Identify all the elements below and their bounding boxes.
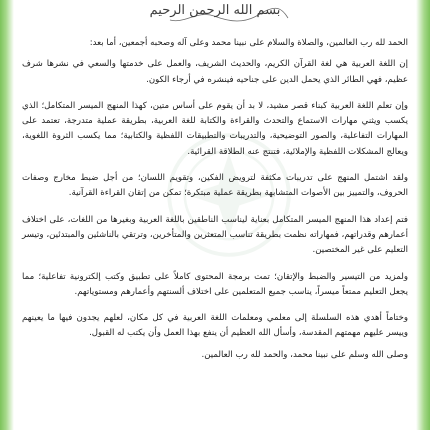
document-body xyxy=(22,36,408,374)
basmala-heading: بسم الله الرحمن الرحيم xyxy=(149,3,281,18)
document-sheet xyxy=(14,0,416,430)
paragraph-digital: ولمزيد من التيسير والضبط والإتقان؛ تمت برمجة المحتوى كاملاً على تطبيق وكتب إلكترونية تفاعلية؛ مما يجعل التعليم ممتعاً ميسراً، يناسب جميع المتعلمين على اختلاف ألسنتهم وأعمارهم ومستوياتهم. xyxy=(22,271,408,297)
paragraph-exercises: ولقد اشتمل المنهج على تدريبات مكثفة لترويض الفكين، وتقويم اللسان؛ من أجل ضبط مخارج وصفات الحروف، والتمييز بين الأصوات المتشابهة بطريقة عملية مبتكرة؛ تمكن من إتقان القراءة القرآنية. xyxy=(22,173,408,199)
paragraph-closing: وختاماً أهدي هذه السلسلة إلى معلمي ومعلمات اللغة العربية في كل مكان، لعلهم يجدون فيها ما يعينهم وييسر عليهم مهمتهم المقدسة، وأسأل الله العظيم أن ينفع بهذا العمل وأن يكتب له القبول. xyxy=(22,313,408,339)
paragraph-opening: الحمد لله رب العالمين، والصلاة والسلام على نبينا محمد وعلى آله وصحبه أجمعين، أما بعد: xyxy=(89,38,408,48)
paragraph-method: وإن تعلم اللغة العربية كبناء قصر مشيد، لا بد أن يقوم على أساس متين، كهذا المنهج الميسر المتكامل؛ الذي يكسب ويثني مهارات الاستماع والتحدث والقراءة والكتابة للغة العربية، بطريقة عملية متدرجة، تعتمد على المهارات التفاعلية، والصور التوضيحية، والتدريبات والتطبيقات اللفظية والكتابية؛ مما يكسب الثروة اللغوية، ويعالج المشكلات اللفظية والإملائية، فتنتج عنه الطلاقة القرائية. xyxy=(22,100,408,157)
paragraph-intro: إن اللغة العربية هي لغة القرآن الكريم، والحديث الشريف، والعمل على خدمتها والسعي في نشرها شرف عظيم، فهي الطائر الذي يحمل الدين على جناحيه فينشره في أرجاء الكون. xyxy=(22,59,408,85)
paragraph-audience: فتم إعداد هذا المنهج الميسر المتكامل بعناية ليناسب الناطقين باللغة العربية وبغيرها من اللغات، على اختلاف أعمارهم وقدراتهم، فمهاراته نظمت بطريقة تناسب المتعثرين والمتأخرين، وترتقي بالناشئين والمبتدئين، وتيسر التعليم على غير المختصين. xyxy=(22,214,408,256)
paragraph-final-prayer: وصلى الله وسلم على نبينا محمد، والحمد لله رب العالمين. xyxy=(201,349,408,360)
